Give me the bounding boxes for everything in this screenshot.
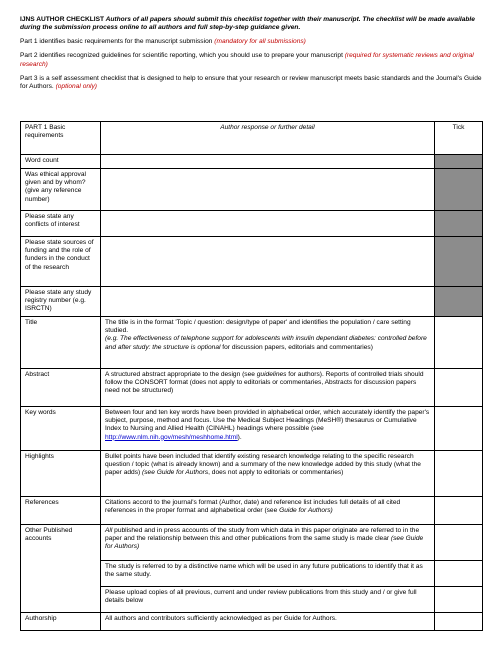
row-label: Authorship	[21, 613, 101, 631]
response-field[interactable]	[101, 287, 435, 317]
response-field[interactable]	[101, 169, 435, 211]
row-label: Word count	[21, 155, 101, 169]
mesh-link[interactable]: http://www.nlm.nih.gov/mesh/meshhome.html	[105, 433, 238, 441]
response-field[interactable]	[101, 155, 435, 169]
tick-cell-disabled	[435, 211, 483, 237]
row-detail	[101, 525, 435, 561]
row-detail	[101, 451, 435, 497]
other-all: All	[105, 527, 113, 534]
row-label: References	[21, 497, 101, 525]
tick-cell[interactable]	[435, 525, 483, 561]
tick-cell[interactable]	[435, 587, 483, 613]
part2-text: Part 2 identifies recognized guidelines for scientific reporting, which you should use to prepare your manuscript	[20, 52, 345, 60]
part3-note: (optional only)	[55, 82, 97, 90]
references-text: Citations accord to the journal's format (Author, date) and reference list includes full details of all cited references in the proper format and alphabetical order (see	[105, 499, 401, 515]
tick-cell[interactable]	[435, 561, 483, 587]
title-requirement: The title is in the format 'Topic / question: design/type of paper' and identifies the population / care setting studied.	[105, 319, 411, 335]
part2-note: (required for systematic reviews and original research)	[20, 52, 474, 68]
abstract-text-rest: for authors). Reports of controlled trials should follow the CONSORT format (does not apply to editorials or commentaries, Abstracts for discussion papers need not be structured)	[105, 371, 424, 395]
row-label: Key words	[21, 407, 101, 451]
tick-cell-disabled	[435, 155, 483, 169]
abstract-guidelines: guidelines	[256, 371, 287, 378]
header-author-response: Author response or further detail	[101, 122, 435, 155]
abstract-text: A structured abstract appropriate to the design (see	[105, 371, 257, 378]
tick-cell[interactable]	[435, 613, 483, 631]
tick-cell[interactable]	[435, 369, 483, 407]
table-row	[21, 525, 483, 561]
tick-cell-disabled	[435, 169, 483, 211]
table-row	[21, 287, 483, 317]
keywords-text: Between four and ten key words have been provided in alphabetical order, which accurately identify the paper's subject, purpose, method and focus. Use the Medical Subject Headings (MeSH®) thesaurus or Cumulative Index to Nursing and Allied Health (CINAHL) headings where possible (see	[105, 409, 430, 433]
table-row	[21, 497, 483, 525]
row-label: Abstract	[21, 369, 101, 407]
part1-description	[20, 38, 482, 46]
table-row	[21, 155, 483, 169]
checklist-instructions: Authors of all papers should submit this checklist together with their manuscript. The checklist will be made available during the submission process online to all authors and full step-by-step guidance given.	[20, 16, 475, 32]
checklist-title: IJNS AUTHOR CHECKLIST	[20, 16, 105, 23]
row-label: Please state sources of funding and the role of funders in the conduct of the research	[21, 237, 101, 287]
checklist-table	[20, 121, 483, 631]
references-guide: Guide for Authors)	[279, 507, 333, 515]
other-text: published and in press accounts of the study from which data in this paper originate are referred to in the paper and the relationship between this and other publications from the same study is made clear	[105, 527, 420, 543]
table-header-row	[21, 122, 483, 155]
highlights-guide: (see Guide for Authors	[142, 469, 209, 477]
table-row	[21, 317, 483, 369]
checklist-page	[20, 16, 482, 622]
row-label: Please state any study registry number (e.g. ISRCTN)	[21, 287, 101, 317]
keywords-text-end: ).	[237, 433, 242, 441]
row-detail: All authors and contributors sufficiently acknowledged as per Guide for Authors.	[101, 613, 435, 631]
row-label: Was ethical approval given and by whom? (give any reference number)	[21, 169, 101, 211]
tick-cell[interactable]	[435, 497, 483, 525]
highlights-text-rest: , does not apply to editorials or commentaries)	[208, 469, 344, 477]
highlights-text: Bullet points have been included that identify existing research knowledge relating to the specific research question / topic (what is already known) and a summary of the new knowledge added by this study (what the paper adds)	[105, 453, 421, 477]
table-row	[21, 237, 483, 287]
part3-text: Part 3 is a self assessment checklist that is designed to help to ensure that your research or review manuscript meets basic standards and the Journal's Guide for Authors.	[20, 74, 482, 90]
response-field[interactable]	[101, 211, 435, 237]
table-row	[21, 451, 483, 497]
tick-cell[interactable]	[435, 317, 483, 369]
row-detail	[101, 369, 435, 407]
title-example: (e.g. The effectiveness of telephone support for adolescents with insulin dependant diabetes: controlled before and after study: the structure is optional	[105, 335, 427, 351]
row-detail	[101, 317, 435, 369]
row-detail	[101, 497, 435, 525]
tick-cell-disabled	[435, 287, 483, 317]
tick-cell-disabled	[435, 237, 483, 287]
tick-cell[interactable]	[435, 451, 483, 497]
row-label: Other Published accounts	[21, 525, 101, 613]
tick-cell[interactable]	[435, 407, 483, 451]
row-detail: The study is referred to by a distinctive name which will be used in any future publications to identify that it as the same study.	[101, 561, 435, 587]
part1-note: (mandatory for all submissions)	[214, 38, 306, 46]
table-row	[21, 407, 483, 451]
table-row	[21, 169, 483, 211]
row-label: Title	[21, 317, 101, 369]
response-field[interactable]	[101, 237, 435, 287]
table-row	[21, 613, 483, 631]
header-tick: Tick	[435, 122, 483, 155]
intro-heading	[20, 16, 482, 33]
other-guide: (see Guide for Authors)	[105, 535, 424, 551]
row-label: Highlights	[21, 451, 101, 497]
table-row	[21, 369, 483, 407]
part1-text: Part 1 identifies basic requirements for the manuscript submission	[20, 38, 215, 46]
table-row	[21, 211, 483, 237]
row-detail	[101, 407, 435, 451]
title-example-rest: for discussion papers, editorials and commentaries)	[220, 343, 373, 351]
part2-description	[20, 52, 482, 69]
header-part1: PART 1 Basic requirements	[21, 122, 101, 155]
part3-description	[20, 75, 482, 92]
row-label: Please state any conflicts of interest	[21, 211, 101, 237]
row-detail: Please upload copies of all previous, current and under review publications from this study and / or give full details below	[101, 587, 435, 613]
